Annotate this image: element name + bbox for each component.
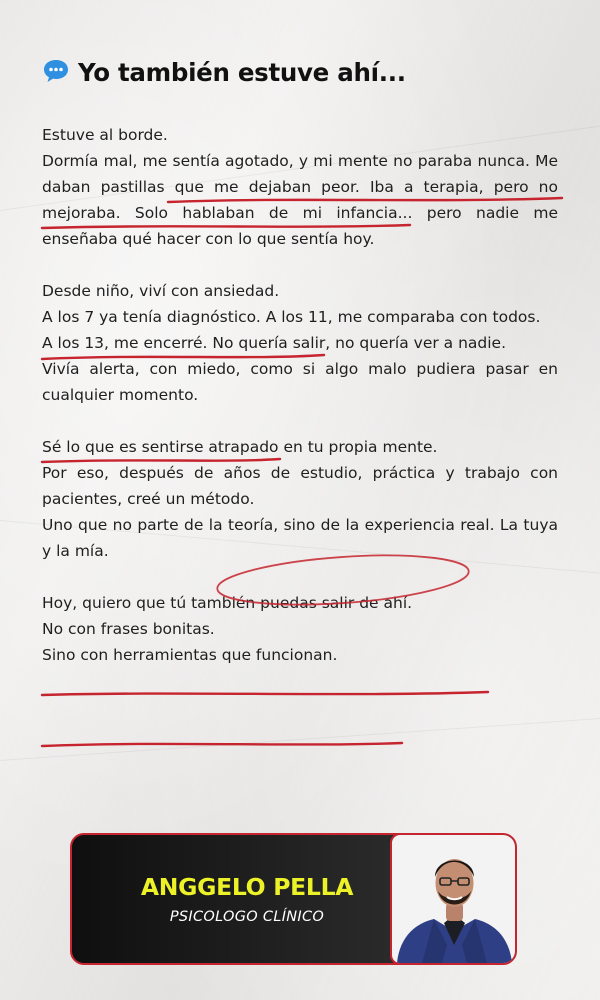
author-role: PSICOLOGO CLÍNICO xyxy=(169,909,325,925)
story-body xyxy=(42,122,558,668)
title-text: Yo también estuve ahí... xyxy=(78,58,406,87)
paragraph-1 xyxy=(42,122,558,252)
page-title xyxy=(42,58,562,90)
paragraph-2 xyxy=(42,278,558,408)
paragraph-1-text: Estuve al borde. Dormía mal, me sentía agotado, y mi mente no paraba nunca. Me daban pastillas que me dejaban peor. Iba a terapia, pero no mejoraba. Solo hablaban de mi infancia... pero nadie me enseñaba qué hacer con lo que sentía hoy. xyxy=(42,126,558,248)
paragraph-4-text: Hoy, quiero que tú también puedas salir de ahí. No con frases bonitas. Sino con herramientas que funcionan. xyxy=(42,594,413,664)
paragraph-4 xyxy=(42,590,558,668)
paragraph-3-text: Sé lo que es sentirse atrapado en tu propia mente. Por eso, después de años de estudio, práctica y trabajo con pacientes, creé un método. Uno que no parte de la teoría, sino de la experiencia real. La tuya y la mía. xyxy=(42,438,558,560)
author-card xyxy=(70,833,517,965)
profile-photo xyxy=(390,833,517,965)
author-name: ANGGELO PELLA xyxy=(140,873,354,901)
paragraph-3 xyxy=(42,434,558,564)
paragraph-2-text: Desde niño, viví con ansiedad. A los 7 ya tenía diagnóstico. A los 11, me comparaba con todos. A los 13, me encerré. No quería salir, no quería ver a nadie. Vivía alerta, con miedo, como si algo malo pudiera pasar en cualquier momento. xyxy=(42,282,558,404)
underline-hoy xyxy=(42,692,488,695)
speech-bubble-icon xyxy=(42,58,70,90)
paper-crease xyxy=(0,715,600,761)
